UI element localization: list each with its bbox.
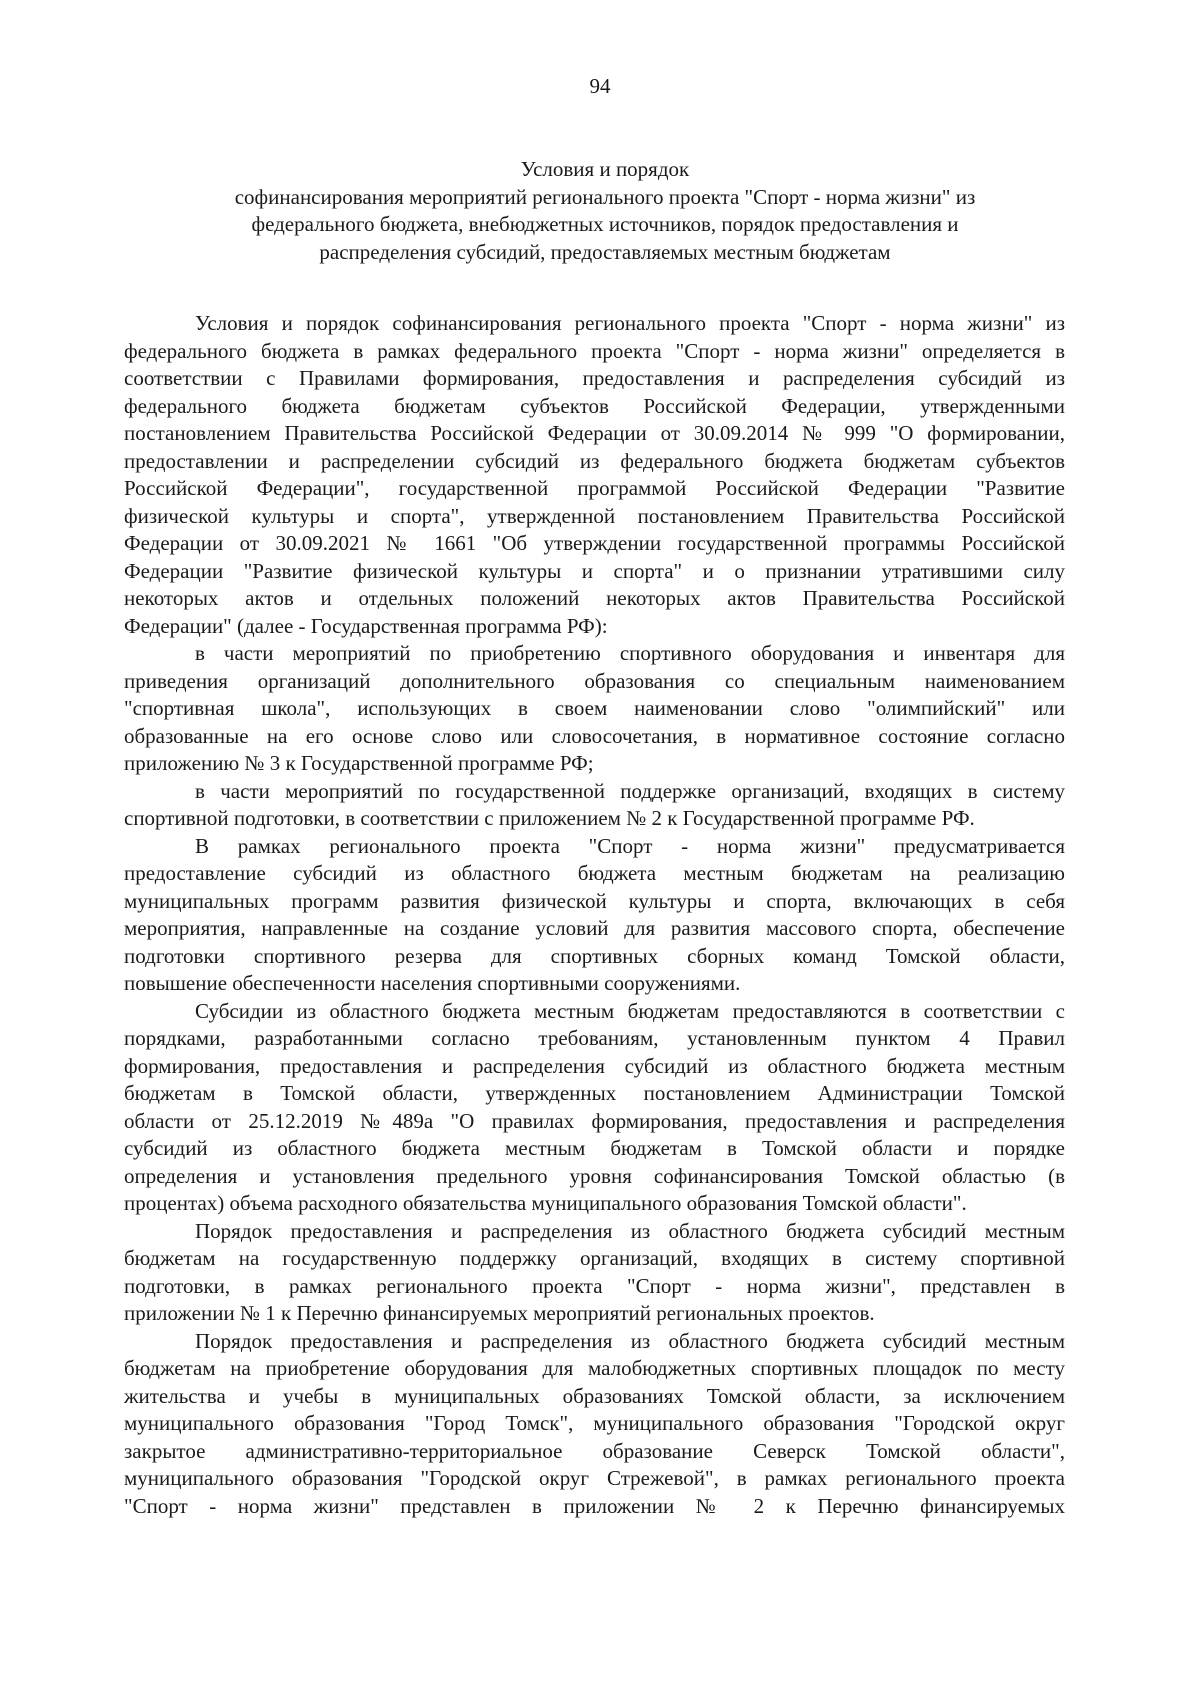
paragraph-line: Федерации" (далее - Государственная программа РФ): <box>124 613 608 638</box>
title-line: Условия и порядок <box>520 157 690 181</box>
title-line: федерального бюджета, внебюджетных источников, порядок предоставления и <box>251 212 959 236</box>
paragraph-line: Порядок предоставления и распределения из областного бюджета субсидий местным <box>195 1328 1065 1353</box>
paragraph <box>124 310 1065 640</box>
document-title <box>150 156 1060 266</box>
paragraph-line: "спортивная школа", использующих в своем наименовании слово "олимпийский" или <box>124 696 1065 720</box>
paragraph-line: субсидий из областного бюджета местным бюджетам в Томской области и порядке <box>124 1136 1065 1160</box>
paragraph-line: порядками, разработанными согласно требованиям, установленным пунктом 4 Правил <box>124 1026 1065 1050</box>
paragraph-line: жительства и учебы в муниципальных образованиях Томской области, за исключением <box>124 1383 1065 1408</box>
paragraph <box>124 640 1065 778</box>
paragraph-line: федерального бюджета в рамках федерального проекта "Спорт - норма жизни" определяется в <box>124 338 1065 363</box>
paragraph-line: мероприятия, направленные на создание условий для развития массового спорта, обеспечение <box>124 916 1065 940</box>
paragraph-line: Порядок предоставления и распределения из областного бюджета субсидий местным <box>195 1218 1065 1243</box>
paragraph-line: бюджетам на приобретение оборудования для малобюджетных спортивных площадок по месту <box>124 1356 1065 1380</box>
paragraph-line: образованные на его основе слово или словосочетания, в нормативное состояние согласно <box>124 723 1065 748</box>
paragraph-line: Российской Федерации", государственной программой Российской Федерации "Развитие <box>124 476 1065 500</box>
paragraph-line: некоторых актов и отдельных положений некоторых актов Правительства Российской <box>124 586 1065 610</box>
paragraph-line: приложении № 1 к Перечню финансируемых мероприятий региональных проектов. <box>124 1301 875 1325</box>
paragraph-line: закрытое административно-территориальное образование Северск Томской области", <box>124 1438 1065 1463</box>
paragraph-line: постановлением Правительства Российской Федерации от 30.09.2014 № 999 "О формировании, <box>124 421 1065 445</box>
paragraph <box>124 998 1065 1218</box>
paragraph-line: определения и установления предельного уровня софинансирования Томской областью (в <box>124 1163 1065 1188</box>
paragraph <box>124 1218 1065 1328</box>
paragraph-line: Субсидии из областного бюджета местным бюджетам предоставляются в соответствии с <box>195 998 1065 1023</box>
paragraph-line: бюджетам на государственную поддержку организаций, входящих в систему спортивной <box>124 1246 1065 1270</box>
paragraph-line: Федерации "Развитие физической культуры и спорта" и о признании утратившими силу <box>124 558 1065 583</box>
paragraph-line: "Спорт - норма жизни" представлен в приложении № 2 к Перечню финансируемых <box>124 1493 1065 1518</box>
paragraph <box>124 778 1065 833</box>
paragraph-line: муниципального образования "Городской округ Стрежевой", в рамках регионального проекта <box>124 1466 1065 1490</box>
paragraph-line: приложению № 3 к Государственной программе РФ; <box>124 751 594 775</box>
paragraph-line: соответствии с Правилами формирования, предоставления и распределения субсидий из <box>124 366 1065 390</box>
paragraph-line: приведения организаций дополнительного образования со специальным наименованием <box>124 668 1065 693</box>
paragraph-line: в части мероприятий по государственной поддержке организаций, входящих в систему <box>195 778 1065 803</box>
paragraph-line: области от 25.12.2019 №489а "О правилах формирования, предоставления и распределения <box>124 1108 1065 1133</box>
paragraph-line: В рамках регионального проекта "Спорт - норма жизни" предусматривается <box>195 833 1065 858</box>
paragraph-line: подготовки, в рамках регионального проекта "Спорт - норма жизни", представлен в <box>124 1273 1065 1298</box>
paragraph-line: федерального бюджета бюджетам субъектов Российской Федерации, утвержденными <box>124 393 1065 418</box>
paragraph-line: предоставление субсидий из областного бюджета местным бюджетам на реализацию <box>124 861 1065 885</box>
title-line: распределения субсидий, предоставляемых местным бюджетам <box>319 239 891 264</box>
paragraph <box>124 1328 1065 1521</box>
paragraph-line: муниципальных программ развития физической культуры и спорта, включающих в себя <box>124 888 1065 913</box>
paragraph-line: подготовки спортивного резерва для спортивных сборных команд Томской области, <box>124 943 1065 968</box>
document-body <box>124 310 1065 1520</box>
paragraph-line: бюджетам в Томской области, утвержденных постановлением Администрации Томской <box>124 1081 1065 1105</box>
paragraph-line: Условия и порядок софинансирования регионального проекта "Спорт - норма жизни" из <box>195 311 1065 335</box>
paragraph-line: муниципального образования "Город Томск", муниципального образования "Городской округ <box>124 1411 1065 1435</box>
paragraph-line: формирования, предоставления и распределения субсидий из областного бюджета местным <box>124 1053 1065 1078</box>
title-line: софинансирования мероприятий регионального проекта "Спорт - норма жизни" из <box>234 184 976 209</box>
paragraph-line: повышение обеспеченности населения спортивными сооружениями. <box>124 971 741 995</box>
paragraph-line: предоставлении и распределении субсидий из федерального бюджета бюджетам субъектов <box>124 448 1065 473</box>
paragraph-line: в части мероприятий по приобретению спортивного оборудования и инвентаря для <box>195 641 1065 665</box>
paragraph-line: физической культуры и спорта", утвержденной постановлением Правительства Российской <box>124 503 1065 528</box>
page-number: 94 <box>589 74 611 98</box>
paragraph <box>124 833 1065 998</box>
paragraph-line: Федерации от 30.09.2021 № 1661 "Об утверждении государственной программы Российской <box>124 531 1065 555</box>
paragraph-line: спортивной подготовки, в соответствии с приложением № 2 к Государственной программе РФ. <box>124 806 975 830</box>
paragraph-line: процентах) объема расходного обязательства муниципального образования Томской области". <box>124 1191 967 1215</box>
